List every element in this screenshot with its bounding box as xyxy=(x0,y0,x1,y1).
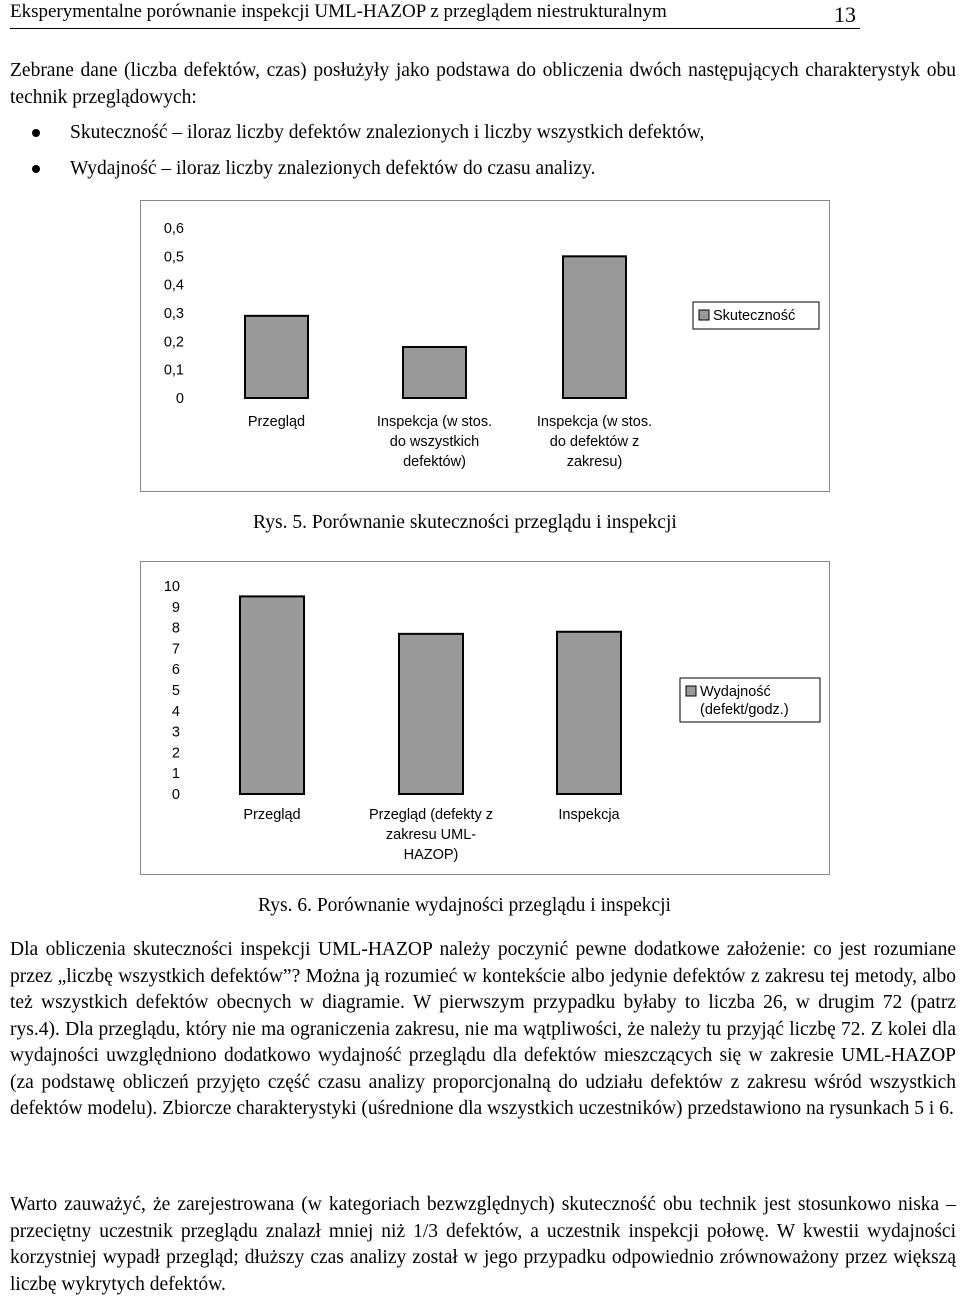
legend-label: (defekt/godz.) xyxy=(700,702,789,718)
x-tick-label: Inspekcja xyxy=(558,807,620,823)
legend-label: Wydajność xyxy=(700,684,771,700)
bullet-list xyxy=(10,118,704,190)
y-tick-label: 0,2 xyxy=(163,334,184,351)
y-tick-label: 9 xyxy=(171,599,180,616)
bar xyxy=(240,596,304,794)
legend-swatch xyxy=(699,310,709,320)
bar xyxy=(399,634,463,794)
chart-effectiveness-svg xyxy=(140,200,830,492)
chart-frame xyxy=(141,201,830,492)
y-tick-label: 1 xyxy=(171,766,180,783)
y-tick-label: 0 xyxy=(175,391,184,407)
chart-effectiveness xyxy=(140,200,830,497)
bar xyxy=(563,256,626,398)
y-tick-label: 8 xyxy=(171,620,180,637)
y-tick-label: 0 xyxy=(171,787,180,803)
chart-efficiency-svg xyxy=(140,561,830,875)
x-tick-label: Przegląd xyxy=(247,414,306,430)
figure-caption-5: Rys. 5. Porównanie skuteczności przeglądu i inspekcji xyxy=(253,512,677,533)
y-tick-label: 3 xyxy=(171,724,180,741)
y-tick-label: 10 xyxy=(163,579,180,595)
bullet-item: Skuteczność – iloraz liczby defektów znalezionych i liczby wszystkich defektów, xyxy=(10,118,704,154)
y-tick-label: 0,6 xyxy=(163,221,184,237)
y-tick-label: 0,4 xyxy=(163,277,184,294)
y-tick-label: 7 xyxy=(171,641,180,658)
y-tick-label: 5 xyxy=(171,683,180,699)
y-tick-label: 0,1 xyxy=(163,362,184,379)
body-paragraph-1: Dla obliczenia skuteczności inspekcji UML-HAZOP należy poczynić pewne dodatkowe założenie: co jest rozumiane przez „liczbę wszystkich defektów”? Można ją rozumieć w kontekście albo jedynie defektów z zakresu tej metody, albo też wszystkich defektów obecnych w diagramie. W pierwszym przypadku byłaby to liczba 26, w drugim 72 (patrz rys.4). Dla przeglądu, który nie ma ograniczenia zakresu, nie ma wątpliwości, że należy tu przyjąć liczbę 72. Z kolei dla wydajności uwzględniono dodatkowo wydajność przeglądu dla defektów mieszczących się w zakresie UML-HAZOP (za podstawę obliczeń przyjęto część czasu analizy proporcjonalną do udziału defektów z zakresu wśród wszystkich defektów modelu). Zbiorcze charakterystyki (uśrednione dla wszystkich uczestników) przedstawiono na rysunkach 5 i 6. xyxy=(10,939,956,1119)
y-tick-label: 4 xyxy=(171,703,180,720)
page-header xyxy=(10,0,860,29)
x-tick-label: Inspekcja (w stos. do defektów z zakresu) xyxy=(536,414,653,470)
chart-efficiency xyxy=(140,561,830,880)
figure-caption-6: Rys. 6. Porównanie wydajności przeglądu i inspekcji xyxy=(258,895,671,916)
x-tick-label: Przegląd xyxy=(243,807,301,823)
legend-swatch xyxy=(686,686,696,696)
running-title: Eksperymentalne porównanie inspekcji UML-HAZOP z przeglądem niestrukturalnym xyxy=(10,1,667,22)
bar xyxy=(403,347,466,398)
y-tick-label: 0,5 xyxy=(163,249,184,266)
y-tick-label: 0,3 xyxy=(163,306,184,322)
body-paragraph-2: Warto zauważyć, że zarejestrowana (w kategoriach bezwzględnych) skuteczność obu technik jest stosunkowo niska – przeciętny uczestnik przeglądu znalazł mniej niż 1/3 defektów, a uczestnik inspekcji połowę. W kwestii wydajności korzystniej wypadł przegląd; dłuższy czas analizy został w jego przypadku odpowiednio zrównoważony przez większą liczbę wykrytych defektów. xyxy=(10,1194,956,1295)
y-tick-label: 2 xyxy=(171,745,180,762)
intro-paragraph: Zebrane dane (liczba defektów, czas) posłużyły jako podstawa do obliczenia dwóch następujących charakterystyk obu technik przeglądowych: xyxy=(10,60,956,108)
bar xyxy=(557,632,621,794)
x-tick-label: Przegląd (defekty z zakresu UML-HAZOP) xyxy=(368,807,494,863)
bullet-item: Wydajność – iloraz liczby znalezionych defektów do czasu analizy. xyxy=(10,154,704,190)
y-tick-label: 6 xyxy=(171,662,180,679)
x-tick-label: Inspekcja (w stos. do wszystkich defektów) xyxy=(376,414,493,470)
legend-label: Skuteczność xyxy=(713,308,796,324)
page-number: 13 xyxy=(834,2,856,27)
bar xyxy=(245,316,308,398)
